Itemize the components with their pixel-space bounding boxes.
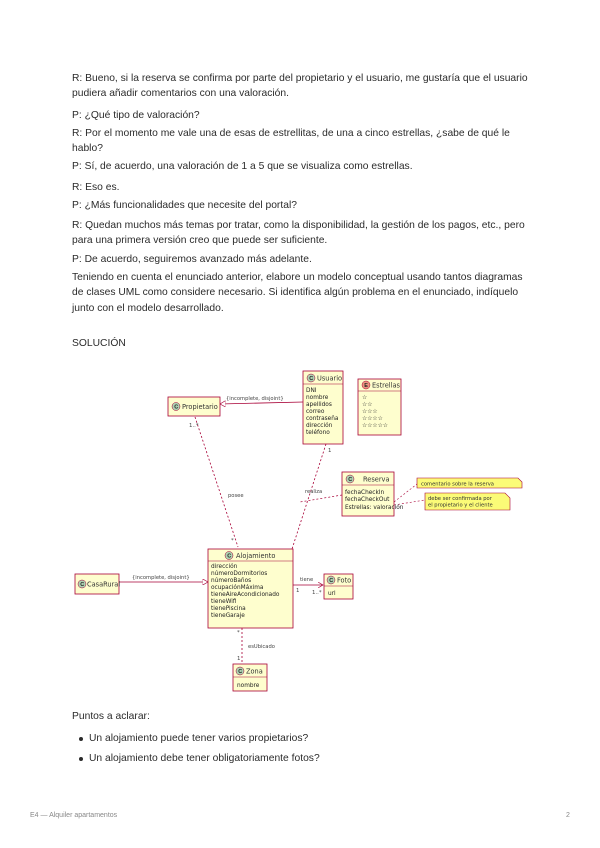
class-casarural: [75, 574, 120, 594]
attribute: númeroDormitorios: [211, 571, 268, 577]
stereotype-letter: E: [364, 383, 368, 389]
paragraph-respuesta-temas: R: Quedan muchos más temas por tratar, como la disponibilidad, la gestión de los pagos, etc., pero para una primera versión creo que puede ser suficiente.: [72, 220, 525, 247]
attribute: tienePiscina: [211, 606, 246, 612]
class-name-reserva: Reserva: [363, 475, 390, 484]
constraint-casarural-alojamiento: {incomplete, disjoint}: [132, 575, 190, 581]
class-name-usuario: Usuario: [317, 374, 343, 383]
puntos-list: [76, 732, 320, 772]
association-label-esubicado: esUbicado: [248, 644, 275, 650]
stereotype-letter: C: [80, 582, 85, 588]
attribute: nombre: [306, 395, 329, 401]
paragraph-respuesta-eso: R: Eso es.: [72, 182, 120, 193]
footer-page-number: 2: [566, 812, 570, 819]
enum-value: ☆☆: [362, 402, 373, 408]
enum-value: ☆☆☆☆: [362, 416, 383, 422]
attribute: contraseña: [306, 416, 339, 422]
attribute: fechaCheckOut: [345, 497, 390, 503]
mult-usuario-realiza: 1: [328, 448, 332, 454]
bullet-icon: [79, 757, 83, 761]
class-usuario: [303, 371, 343, 444]
class-alojamiento: [208, 549, 293, 628]
association-label-realiza: realiza: [305, 489, 323, 495]
bullet-icon: [79, 737, 83, 741]
association-realiza: [292, 444, 326, 549]
class-name-casarural: CasaRural: [87, 580, 121, 589]
mult-alojamiento-esubicado: *: [237, 630, 240, 636]
paragraph-pregunta-tipo: P: ¿Qué tipo de valoración?: [72, 110, 200, 121]
note-confirmada: [425, 493, 510, 510]
class-name-foto: Foto: [337, 576, 352, 585]
stereotype-letter: C: [309, 376, 314, 382]
note-confirmada-text: debe ser confirmada por el propietario y el cliente: [428, 496, 493, 509]
svg-text:comentario sobre la reserva: comentario sobre la reserva: [421, 481, 494, 488]
attribute: correo: [306, 409, 325, 415]
class-name-propietario: Propietario: [182, 403, 218, 411]
class-name-zona: Zona: [246, 667, 263, 676]
mult-foto-tiene: 1..*: [312, 590, 322, 596]
mult-alojamiento-tiene: 1: [296, 588, 300, 594]
solucion-heading: SOLUCIÓN: [72, 338, 126, 349]
class-reserva: [342, 472, 404, 516]
enum-value: ☆☆☆: [362, 409, 378, 415]
stereotype-letter: C: [174, 404, 179, 411]
note-comentario: [417, 478, 522, 488]
stereotype-letter: C: [227, 553, 232, 560]
constraint-propietario-usuario: {incomplete, disjoint}: [226, 396, 284, 402]
attribute: teléfono: [306, 430, 330, 436]
class-zona: [233, 664, 267, 691]
attribute: Estrellas: valoración: [345, 505, 404, 511]
attribute: dirección: [211, 564, 238, 570]
attribute: nombre: [237, 683, 260, 689]
attribute: DNI: [306, 388, 317, 394]
association-posee: [195, 417, 238, 547]
enum-value: ☆☆☆☆☆: [362, 423, 388, 429]
attribute: dirección: [306, 423, 333, 429]
generalization-propietario-usuario: [220, 402, 303, 404]
attribute: tieneWifi: [211, 599, 237, 605]
mult-propietario-posee: 1..*: [189, 423, 199, 429]
enum-name-estrellas: Estrellas: [372, 381, 400, 390]
class-propietario: [168, 397, 220, 416]
puntos-heading: Puntos a aclarar:: [72, 711, 150, 722]
attribute: ocupaciónMáxima: [211, 585, 264, 591]
attribute: númeroBaños: [211, 578, 252, 584]
paragraph-pregunta-seguiremos: P: De acuerdo, seguiremos avanzado más adelante.: [72, 254, 312, 265]
note-connector-comentario: [394, 484, 417, 502]
association-label-tiene: tiene: [300, 577, 314, 583]
list-item-text: Un alojamiento puede tener varios propietarios?: [89, 733, 309, 744]
attribute: fechaCheckIn: [345, 490, 385, 496]
association-label-posee: posee: [228, 493, 244, 499]
mult-zona-esubicado: 1: [237, 656, 241, 662]
association-reserva-link: [300, 495, 342, 502]
attribute: apellidos: [306, 402, 332, 408]
paragraph-respuesta-estrellitas: R: Por el momento me vale una de esas de estrellitas, de una a cinco estrellas, ¿sabe de qué le hablo?: [72, 128, 510, 155]
attribute: tieneAireAcondicionado: [211, 592, 280, 598]
list-item: [76, 752, 320, 772]
list-item: [76, 732, 320, 752]
class-foto: [324, 574, 353, 599]
paragraph-respuesta-valoracion: R: Bueno, si la reserva se confirma por parte del propietario y el usuario, me gustaría que el usuario pudiera añadir comentarios con una valoración.: [72, 73, 528, 100]
list-item-text: Un alojamiento debe tener obligatoriamente fotos?: [89, 753, 320, 764]
stereotype-letter: C: [329, 578, 334, 584]
enum-value: ☆: [362, 395, 368, 401]
stereotype-letter: C: [238, 669, 243, 675]
paragraph-pregunta-acuerdo: P: Sí, de acuerdo, una valoración de 1 a 5 que se visualiza como estrellas.: [72, 161, 413, 172]
paragraph-enunciado: Teniendo en cuenta el enunciado anterior, elabore un modelo conceptual usando tantos diagramas de clases UML como considere necesario. Si identifica algún problema en el enunciado, indíquelo junto con el modelo desarrollado.: [72, 272, 523, 314]
attribute: url: [328, 591, 336, 597]
mult-alojamiento-posee: *: [231, 538, 234, 544]
paragraph-pregunta-funcionalidades: P: ¿Más funcionalidades que necesite del portal?: [72, 200, 297, 211]
enum-estrellas: [358, 379, 401, 435]
uml-class-diagram: [60, 362, 540, 702]
attribute: tieneGaraje: [211, 613, 245, 619]
stereotype-letter: C: [348, 477, 353, 483]
class-name-alojamiento: Alojamiento: [236, 552, 276, 560]
footer-title: E4 — Alquiler apartamentos: [30, 812, 118, 819]
